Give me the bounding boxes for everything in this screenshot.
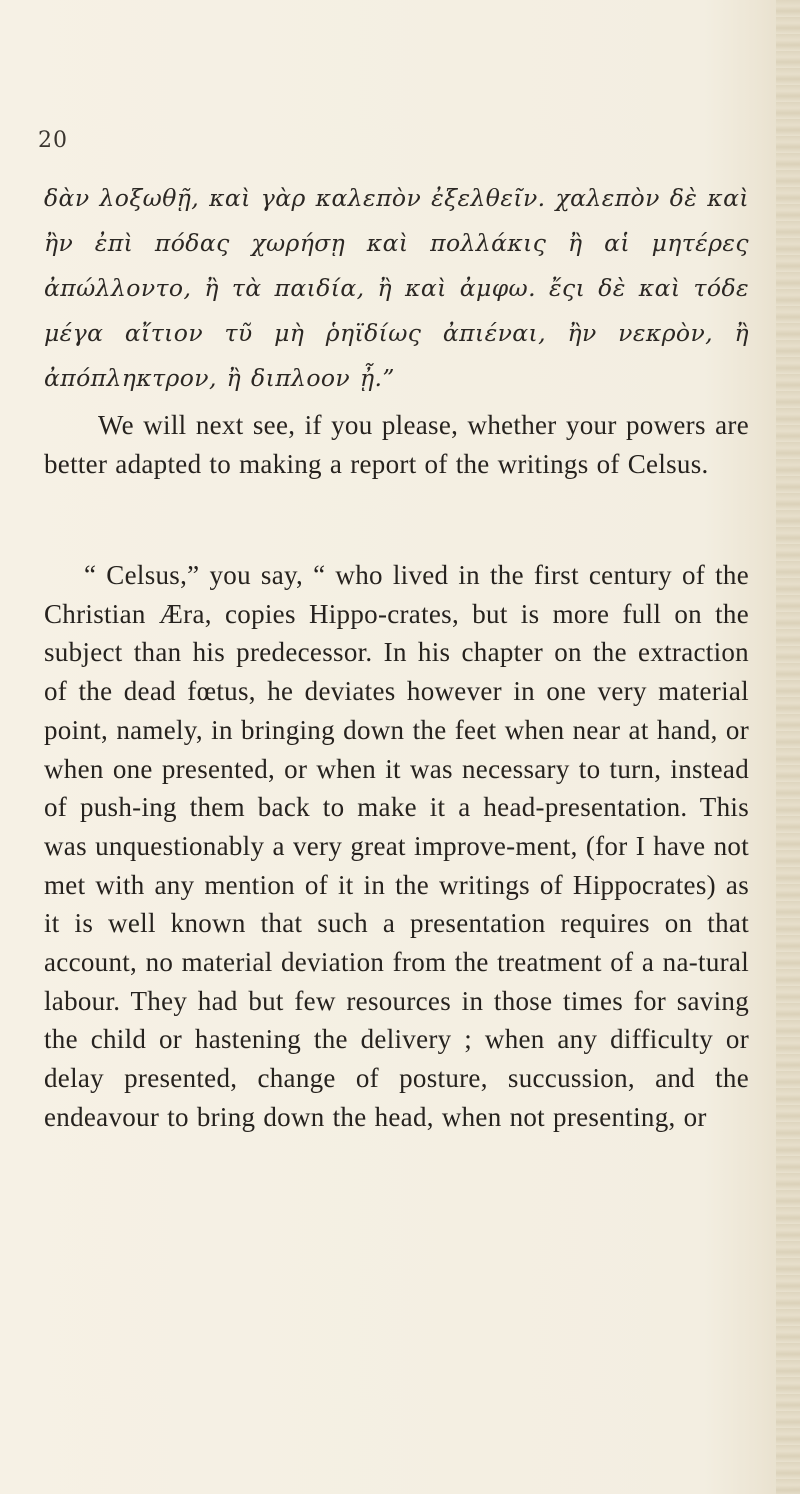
- greek-quotation: δὰν λοξωθῇ, καὶ γὰρ καλεπὸν ἐξελθεῖν. χαλεπὸν δὲ καὶ ἢν ἐπὶ πόδας χωρήσῃ καὶ πολλάκις ἢ αἱ μητέρες ἀπώλλοντο, ἢ τὰ παιδία, ἢ καὶ ἀμφω. ἔςι δὲ καὶ τόδε μέγα αἴτιον τῦ μὴ ῥηϊδίως ἀπιέναι, ἢν νεκρὸν, ἢ ἀπόπληκτρον, ἢ διπλοον ᾖ.”: [44, 184, 749, 392]
- page-number: 20: [38, 128, 68, 153]
- paragraph-celsus: “ Celsus,” you say, “ who lived in the first century of the Christian Æra, copies Hippo-crates, but is more full on the subject than his predecessor. In his chapter on the extraction of the dead fœtus, he deviates however in one very material point, namely, in bringing down the feet when near at hand, or when one presented, or when it was necessary to turn, instead of push-ing them back to make it a head-presentation. This was unquestionably a very great improve-ment, (for I have not met with any mention of it in the writings of Hippocrates) as it is well known that such a presentation requires on that account, no material deviation from the treatment of a na-tural labour. They had but few resources in those times for saving the child or hastening the delivery ; when any difficulty or delay presented, change of posture, succussion, and the endeavour to bring down the head, when not presenting, or: [44, 560, 749, 1132]
- page-edge: [776, 0, 800, 1494]
- paragraph-intro: We will next see, if you please, whether your powers are better adapted to making a report of the writings of Celsus.: [44, 410, 749, 479]
